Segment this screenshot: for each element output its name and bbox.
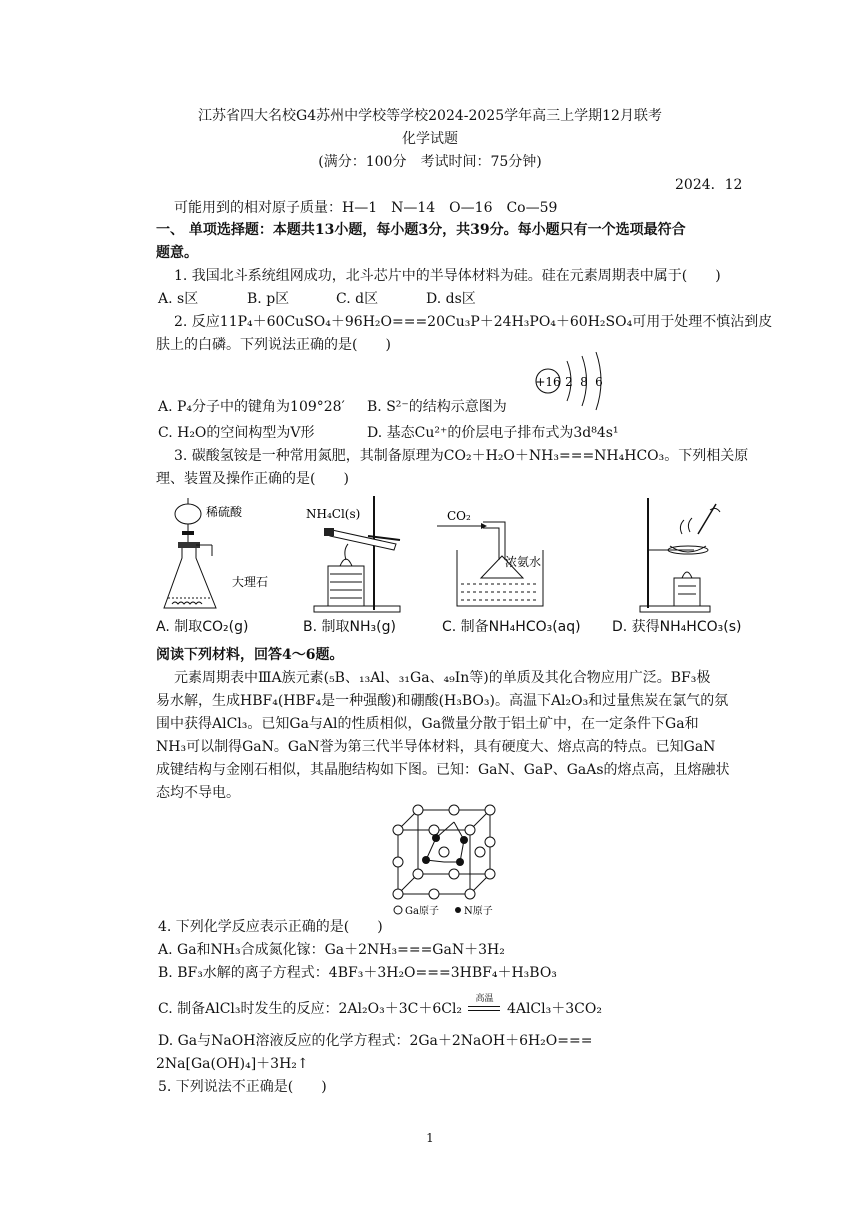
reading-line-6: 态均不导电。 [156, 785, 240, 801]
nucleus-charge: +16 [535, 375, 561, 389]
q5-stem: 5. 下列说法不正确是( ) [158, 1079, 327, 1095]
reading-intro: 阅读下列材料，回答4～6题。 [156, 647, 344, 663]
caption-c: C. 制备NH₄HCO₃(aq) [442, 619, 581, 635]
apparatus-a-co2-generator [160, 496, 270, 616]
section-heading-cont: 题意。 [156, 245, 198, 261]
apparatus-b-nh3-heating [298, 494, 418, 616]
condition-high-temp: 高温 [475, 994, 494, 1004]
q4-option-a: A. Ga和NH₃合成氮化镓：Ga＋2NH₃===GaN＋3H₂ [158, 942, 505, 958]
reading-line-1: 元素周期表中ⅢA族元素(₅B、₁₃Al、₃₁Ga、₄₉In等)的单质及其化合物应用广泛。BF₃极 [174, 670, 711, 686]
q1-option-a: A. s区 [158, 291, 199, 307]
q2-option-d: D. 基态Cu²⁺的价层电子排布式为3d⁸4s¹ [367, 425, 619, 441]
caption-d: D. 获得NH₄HCO₃(s) [612, 619, 742, 635]
label-co2-gas: CO₂ [447, 509, 471, 523]
q1-option-b: B. p区 [247, 291, 290, 307]
shell-2-count: 8 [580, 375, 588, 389]
legend-n: N原子 [464, 906, 493, 917]
shell-1-count: 2 [565, 375, 573, 389]
q4-stem: 4. 下列化学反应表示正确的是( ) [158, 919, 383, 935]
q2-stem: 2. 反应11P₄＋60CuSO₄＋96H₂O===20Cu₃P＋24H₃PO₄＋60H₂SO₄可用于处理不慎沾到皮 [174, 314, 773, 330]
q4-option-c-left: C. 制备AlCl₃时发生的反应：2Al₂O₃＋3C＋6Cl₂ [158, 1001, 463, 1017]
reading-line-5: 成键结构与金刚石相似，其晶胞结构如下图。已知：GaN、GaP、GaAs的熔点高，且熔融状 [156, 762, 730, 778]
atomic-masses: 可能用到的相对原子质量：H—1 N—14 O—16 Co—59 [174, 200, 558, 216]
apparatus-c-bubbling [437, 506, 555, 616]
page-number: 1 [426, 1131, 434, 1145]
q2-option-b: B. S²⁻的结构示意图为 [367, 399, 507, 415]
legend-ga: Ga原子 [405, 906, 439, 917]
q2-option-a: A. P₄分子中的键角为109°28′ [158, 399, 345, 415]
exam-subject: 化学试题 [402, 131, 458, 147]
label-marble: 大理石 [232, 575, 269, 589]
shell-3-count: 6 [595, 375, 603, 389]
q4-option-d: D. Ga与NaOH溶液反应的化学方程式：2Ga＋2NaOH＋6H₂O=== [158, 1033, 593, 1049]
q4-option-b: B. BF₃水解的离子方程式：4BF₃＋3H₂O===3HBF₄＋H₃BO₃ [158, 965, 557, 981]
q4-option-c-right: 4AlCl₃＋3CO₂ [506, 1001, 602, 1017]
reading-line-3: 围中获得AlCl₃。已知Ga与Al的性质相似，Ga微量分散于铝土矿中，在一定条件下Ga和 [156, 716, 699, 732]
caption-b: B. 制取NH₃(g) [303, 619, 396, 635]
q1-option-c: C. d区 [336, 291, 379, 307]
reading-line-4: NH₃可以制得GaN。GaN誉为第三代半导体材料，具有硬度大、熔点高的特点。已知GaN [156, 739, 716, 755]
gan-unit-cell-diagram [384, 804, 504, 920]
q4-option-c [158, 994, 602, 1019]
exam-date: 2024．12 [675, 177, 743, 193]
q1-option-d: D. ds区 [426, 291, 476, 307]
exam-title: 江苏省四大名校G4苏州中学校等学校2024-2025学年高三上学期12月联考 [198, 108, 662, 124]
exam-info: (满分：100分 考试时间：75分钟) [318, 154, 542, 170]
reaction-condition [466, 994, 502, 1019]
q2-option-c: C. H₂O的空间构型为V形 [158, 425, 315, 441]
sulfide-ion-structure-diagram [533, 352, 613, 416]
q2-stem-cont: 肤上的白磷。下列说法正确的是( ) [156, 337, 391, 353]
caption-a: A. 制取CO₂(g) [156, 619, 249, 635]
label-nh4cl: NH₄Cl(s) [306, 507, 361, 521]
q3-stem-cont: 理、装置及操作正确的是( ) [156, 471, 349, 487]
q1-stem: 1. 我国北斗系统组网成功，北斗芯片中的半导体材料为硅。硅在元素周期表中属于( ) [174, 268, 721, 284]
reading-line-2: 易水解，生成HBF₄(HBF₄是一种强酸)和硼酸(H₃BO₃)。高温下Al₂O₃和过量焦炭在氯气的氛 [156, 693, 729, 709]
section-heading: 一、 单项选择题：本题共13小题，每小题3分，共39分。每小题只有一个选项最符合 [156, 222, 686, 238]
label-dilute-sulfuric-acid: 稀硫酸 [206, 505, 243, 519]
apparatus-d-evaporation [638, 494, 738, 616]
label-conc-ammonia: 浓氨水 [505, 555, 542, 569]
q3-stem: 3. 碳酸氢铵是一种常用氮肥，其制备原理为CO₂＋H₂O＋NH₃===NH₄HCO₃。下列相关原 [174, 448, 749, 464]
q4-option-d-cont: 2Na[Ga(OH)₄]＋3H₂↑ [156, 1056, 309, 1072]
